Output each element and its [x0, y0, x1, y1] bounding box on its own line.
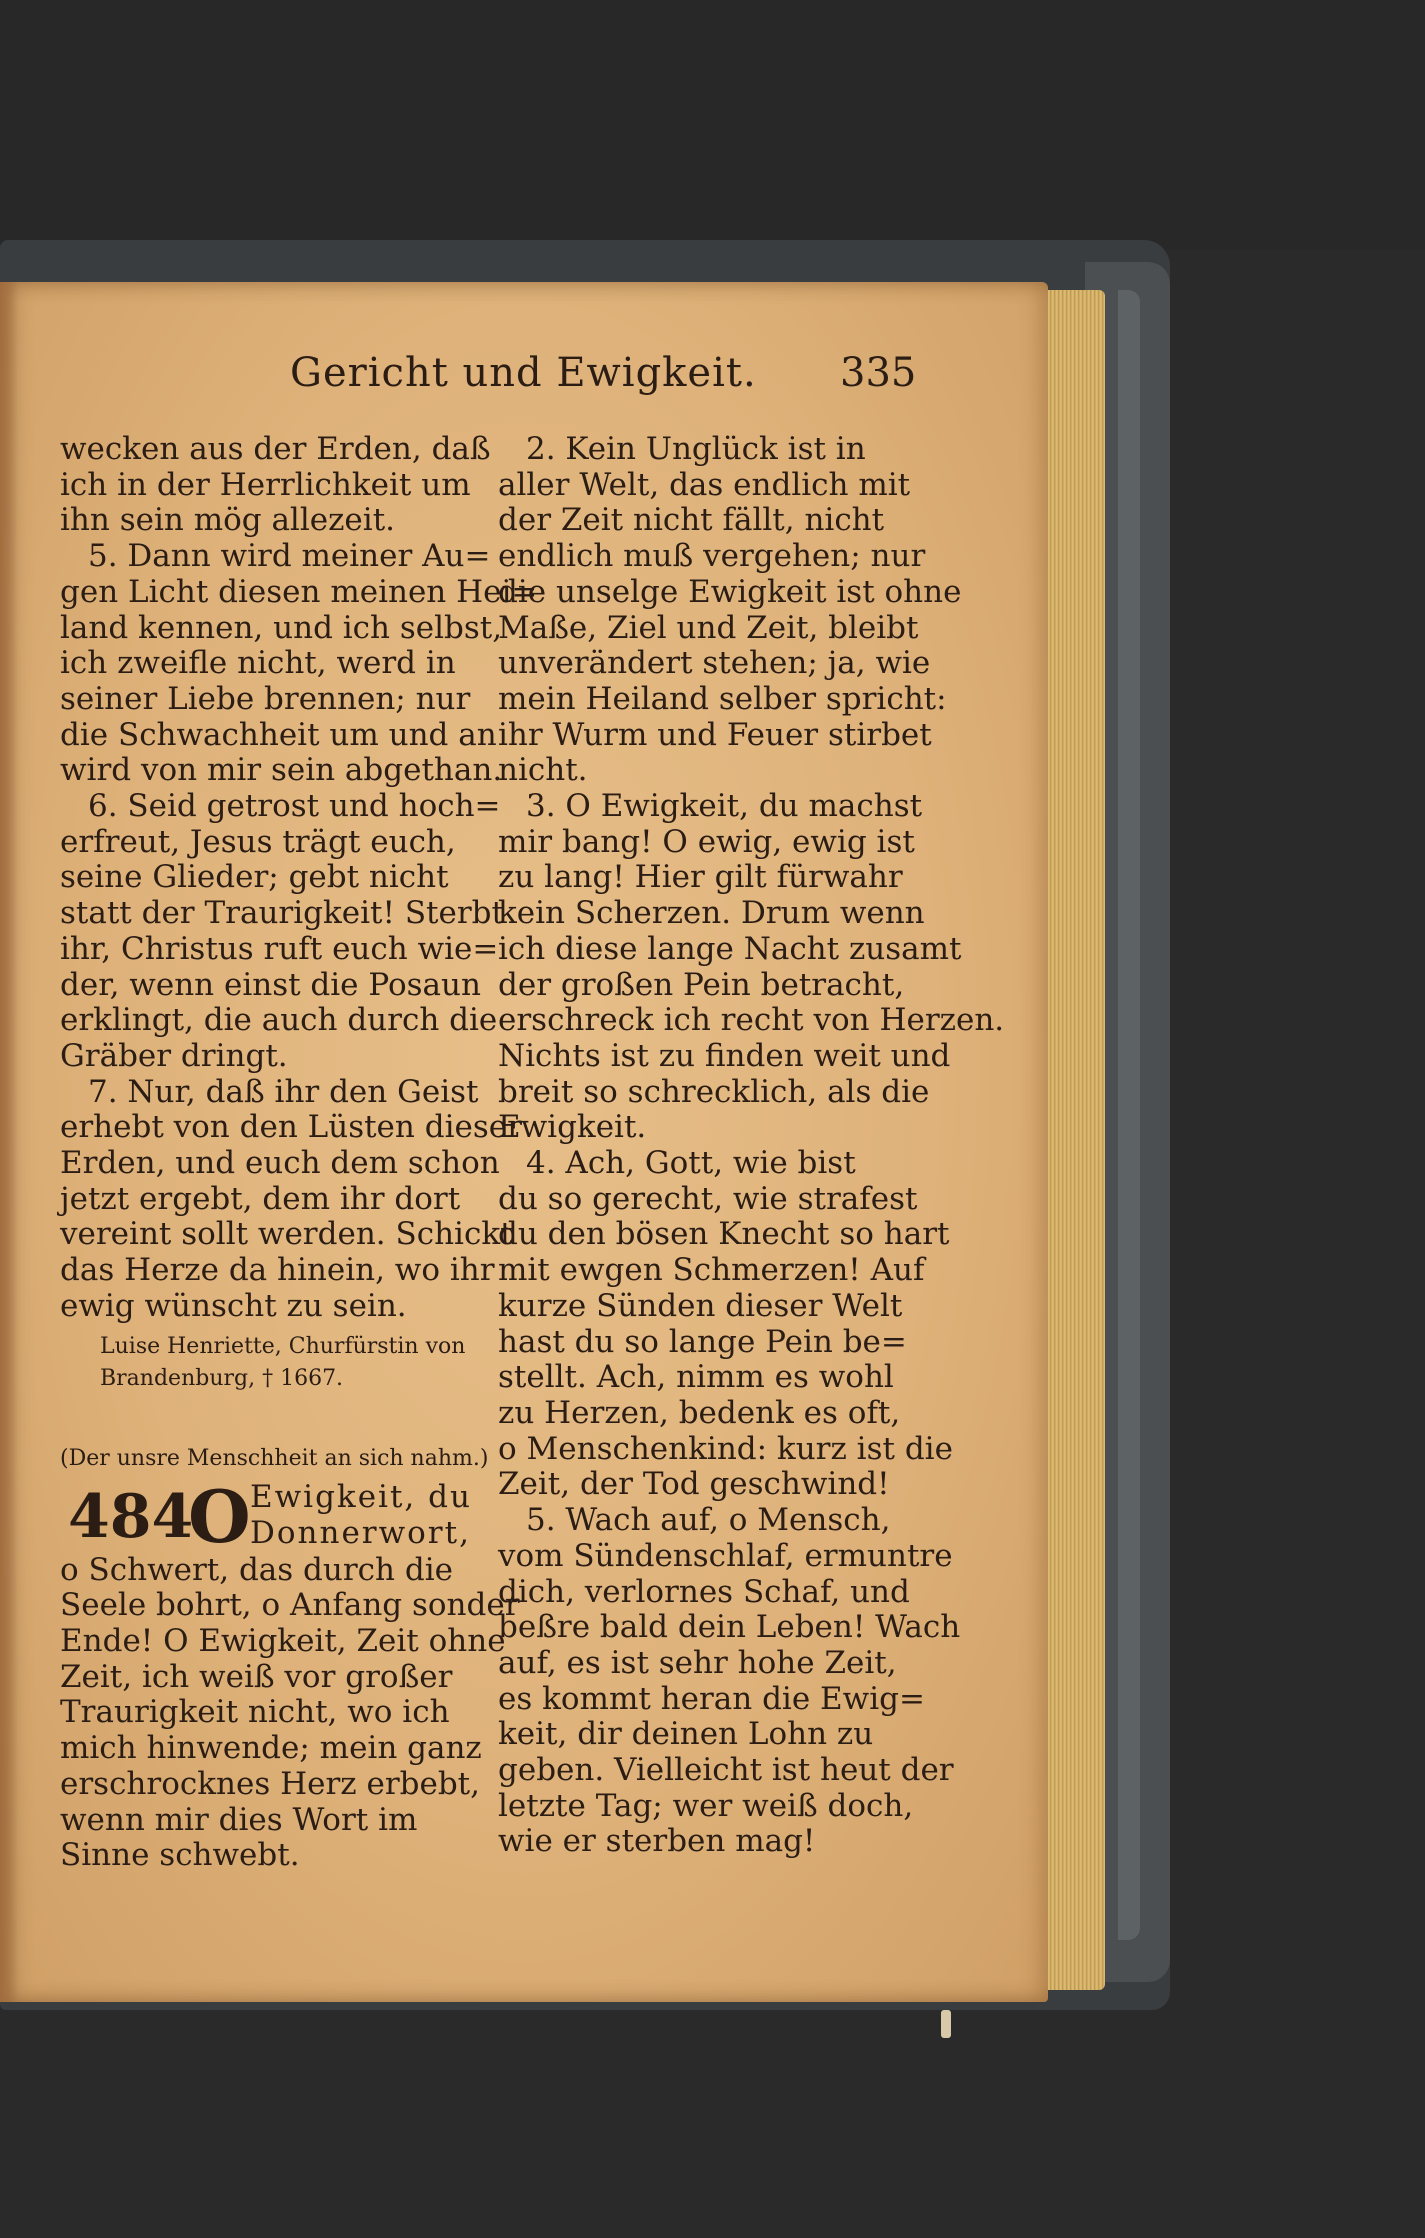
page-header [0, 350, 1048, 406]
book-page [0, 282, 1048, 2002]
hymn-number: 484 [68, 1481, 194, 1552]
verse-start: 6. Seid getrost und hoch= [88, 788, 501, 825]
text-line: mit ewgen Schmerzen! Auf [498, 1252, 925, 1289]
verse-start: 7. Nur, daß ihr den Geist [88, 1073, 479, 1110]
text-line: kurze Sünden dieser Welt [498, 1287, 903, 1324]
verse-start: 5. Dann wird meiner Au= [88, 538, 491, 575]
text-line: vom Sündenschlaf, ermuntre [498, 1537, 953, 1574]
text-line: der Zeit nicht fällt, nicht [498, 502, 885, 539]
book-cover-rim [1118, 290, 1140, 1940]
text-line: aller Welt, das endlich mit [498, 466, 911, 503]
text-line: erschrocknes Herz erbebt, [60, 1765, 480, 1802]
hymn-first-line: Ewigkeit, du [250, 1478, 472, 1515]
text-line: wird von mir sein abgethan. [60, 752, 503, 789]
text-line: ihr, Christus ruft euch wie= [60, 930, 499, 967]
text-line: Maße, Ziel und Zeit, bleibt [498, 609, 919, 646]
text-line: letzte Tag; wer weiß doch, [498, 1787, 914, 1824]
text-line: zu Herzen, bedenk es oft, [498, 1394, 901, 1431]
cover-mark [941, 2010, 951, 2038]
text-line: stellt. Ach, nimm es wohl [498, 1359, 894, 1396]
text-line: Ewigkeit. [498, 1109, 647, 1146]
text-line: erschreck ich recht von Herzen. [498, 1002, 1005, 1039]
text-line: Erden, und euch dem schon [60, 1145, 500, 1182]
text-line: ihn sein mög allezeit. [60, 502, 396, 539]
text-line: du so gerecht, wie strafest [498, 1180, 918, 1217]
text-line: ihr Wurm und Feuer stirbet [498, 716, 932, 753]
text-line: ich zweifle nicht, werd in [60, 645, 456, 682]
text-line: das Herze da hinein, wo ihr [60, 1252, 495, 1289]
text-line: erklingt, die auch durch die [60, 1002, 498, 1039]
hymn-second-line: Donnerwort, [250, 1514, 471, 1551]
backdrop [0, 0, 1425, 250]
hymn-subtitle: (Der unsre Menschheit an sich nahm.) [60, 1445, 489, 1471]
text-line: der großen Pein betracht, [498, 966, 905, 1003]
text-line: du den bösen Knecht so hart [498, 1216, 950, 1253]
hymn-heading [60, 1473, 492, 1559]
hymn-attribution: Luise Henriette, Churfürstin von [100, 1333, 466, 1359]
verse-start: 4. Ach, Gott, wie bist [526, 1145, 856, 1182]
text-line: nicht. [498, 752, 588, 789]
drop-cap: O [188, 1473, 251, 1559]
text-line: Gräber dringt. [60, 1037, 288, 1074]
text-line: Zeit, der Tod geschwind! [498, 1466, 890, 1503]
text-line: ich diese lange Nacht zusamt [498, 930, 962, 967]
text-line: mich hinwende; mein ganz [60, 1730, 482, 1767]
text-line: hast du so lange Pein be= [498, 1323, 907, 1360]
text-line: wie er sterben mag! [498, 1823, 816, 1860]
text-line: Seele bohrt, o Anfang sonder [60, 1587, 520, 1624]
text-line: auf, es ist sehr hohe Zeit, [498, 1644, 897, 1681]
text-line: Ende! O Ewigkeit, Zeit ohne [60, 1622, 506, 1659]
running-title: Gericht und Ewigkeit. [290, 350, 757, 396]
text-line: Sinne schwebt. [60, 1837, 300, 1874]
text-line: zu lang! Hier gilt fürwahr [498, 859, 903, 896]
verse-start: 5. Wach auf, o Mensch, [526, 1502, 891, 1539]
text-line: land kennen, und ich selbst, [60, 609, 503, 646]
text-line: erfreut, Jesus trägt euch, [60, 823, 456, 860]
text-line: es kommt heran die Ewig= [498, 1680, 925, 1717]
text-line: o Schwert, das durch die [60, 1551, 453, 1588]
text-line: endlich muß vergehen; nur [498, 538, 926, 575]
text-line: kein Scherzen. Drum wenn [498, 895, 925, 932]
verse-start: 3. O Ewigkeit, du machst [526, 788, 923, 825]
text-line: mir bang! O ewig, ewig ist [498, 823, 915, 860]
text-line: ewig wünscht zu sein. [60, 1287, 407, 1324]
text-line: erhebt von den Lüsten dieser [60, 1109, 522, 1146]
text-line: Nichts ist zu finden weit und [498, 1037, 951, 1074]
text-line: breit so schrecklich, als die [498, 1073, 930, 1110]
left-column [60, 431, 538, 1874]
page-gutter [0, 282, 18, 2002]
text-line: die unselge Ewigkeit ist ohne [498, 573, 962, 610]
verse-start: 2. Kein Unglück ist in [526, 431, 866, 467]
text-line: dich, verlornes Schaf, und [498, 1573, 910, 1610]
text-line: seiner Liebe brennen; nur [60, 680, 471, 717]
text-line: gen Licht diesen meinen Hei= [60, 573, 538, 610]
page-number: 335 [840, 350, 917, 396]
text-line: Traurigkeit nicht, wo ich [60, 1694, 450, 1731]
right-column [498, 431, 1005, 1860]
text-line: ich in der Herrlichkeit um [60, 466, 471, 503]
text-line: beßre bald dein Leben! Wach [498, 1609, 961, 1646]
text-line: jetzt ergebt, dem ihr dort [60, 1180, 461, 1217]
text-line: geben. Vielleicht ist heut der [498, 1752, 954, 1789]
text-line: statt der Traurigkeit! Sterbt [60, 895, 504, 932]
text-line: Zeit, ich weiß vor großer [60, 1658, 453, 1695]
text-line: die Schwachheit um und an [60, 716, 497, 753]
text-line: o Menschenkind: kurz ist die [498, 1430, 953, 1467]
text-line: keit, dir deinen Lohn zu [498, 1716, 874, 1753]
text-line: unverändert stehen; ja, wie [498, 645, 931, 682]
text-line: mein Heiland selber spricht: [498, 680, 947, 717]
text-line: der, wenn einst die Posaun [60, 966, 481, 1003]
text-line: vereint sollt werden. Schickt [60, 1216, 513, 1253]
text-line: seine Glieder; gebt nicht [60, 859, 449, 896]
hymn-attribution: Brandenburg, † 1667. [100, 1365, 344, 1391]
text-line: wecken aus der Erden, daß [60, 431, 491, 467]
text-line: wenn mir dies Wort im [60, 1801, 418, 1838]
